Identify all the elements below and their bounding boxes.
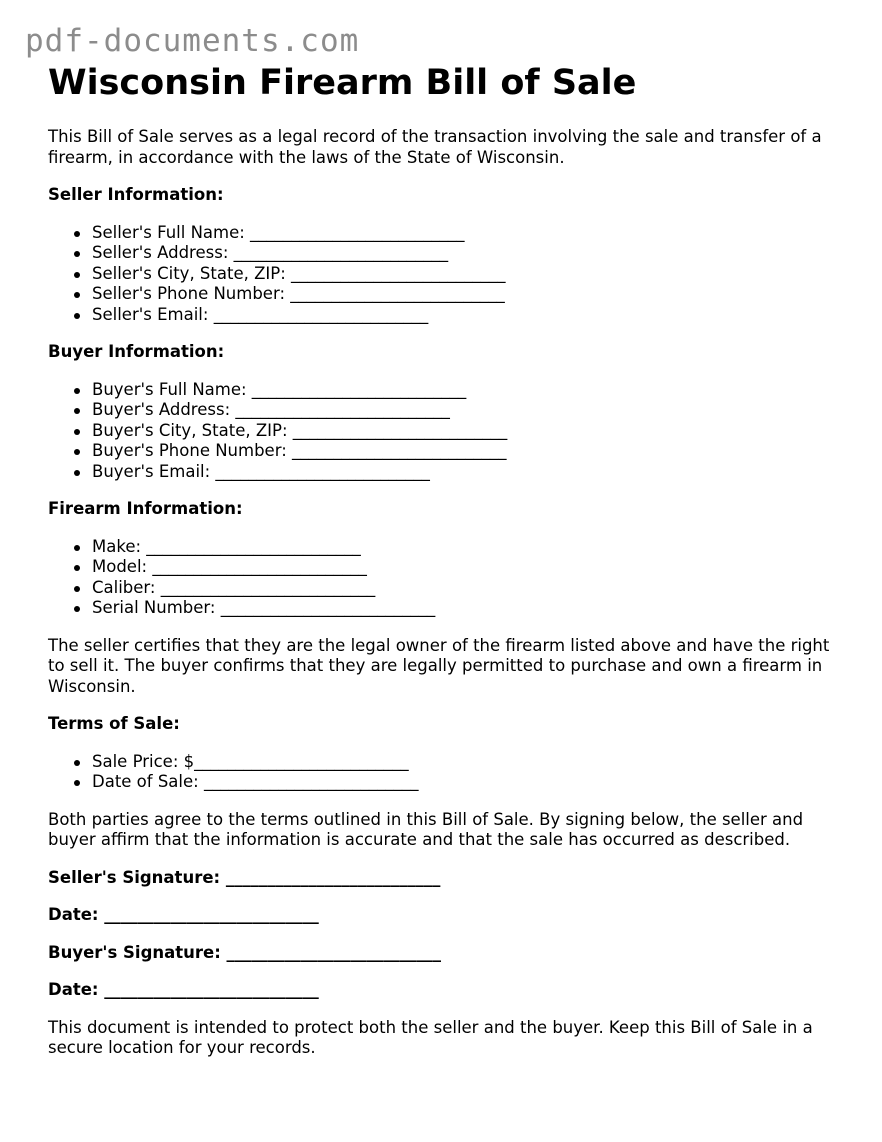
closing-paragraph: This document is intended to protect both the seller and the buyer. Keep this Bill of Sale in a secure location for your records.: [48, 1017, 813, 1057]
certification-paragraph: The seller certifies that they are the legal owner of the firearm listed above and have the right to sell it. The buyer confirms that they are legally permitted to purchase and own a firearm in Wisconsin.: [48, 635, 830, 696]
buyer-email-field: Buyer's Email: __________________________: [92, 462, 848, 483]
sale-price-field: Sale Price: $__________________________: [92, 752, 848, 773]
firearm-model-field: Model: __________________________: [92, 557, 848, 578]
firearm-caliber-field: Caliber: __________________________: [92, 578, 848, 599]
buyer-section-heading: Buyer Information:: [48, 342, 225, 361]
buyer-field-list: [48, 380, 848, 483]
agreement-paragraph: Both parties agree to the terms outlined in this Bill of Sale. By signing below, the seller and buyer affirm that the information is accurate and that the sale has occurred as described.: [48, 809, 804, 849]
buyer-full-name-field: Buyer's Full Name: __________________________: [92, 380, 848, 401]
terms-field-list: [48, 752, 848, 793]
seller-date-line: Date: __________________________: [48, 905, 319, 924]
firearm-section-heading: Firearm Information:: [48, 499, 243, 518]
page-title: Wisconsin Firearm Bill of Sale: [48, 63, 637, 103]
seller-address-field: Seller's Address: __________________________: [92, 243, 848, 264]
terms-section-heading: Terms of Sale:: [48, 714, 180, 733]
watermark: pdf-documents.com: [25, 23, 360, 59]
seller-section-heading: Seller Information:: [48, 185, 224, 204]
buyer-date-line: Date: __________________________: [48, 980, 319, 999]
buyer-address-field: Buyer's Address: __________________________: [92, 400, 848, 421]
buyer-phone-field: Buyer's Phone Number: __________________________: [92, 441, 848, 462]
firearm-field-list: [48, 537, 848, 619]
intro-paragraph: This Bill of Sale serves as a legal record of the transaction involving the sale and transfer of a firearm, in accordance with the laws of the State of Wisconsin.: [48, 127, 822, 167]
seller-city-state-zip-field: Seller's City, State, ZIP: __________________________: [92, 264, 848, 285]
seller-signature-line: Seller's Signature: __________________________: [48, 867, 441, 887]
seller-full-name-field: Seller's Full Name: __________________________: [92, 223, 848, 244]
document-body: [48, 62, 848, 1059]
seller-email-field: Seller's Email: __________________________: [92, 305, 848, 326]
firearm-make-field: Make: __________________________: [92, 537, 848, 558]
seller-phone-field: Seller's Phone Number: __________________________: [92, 284, 848, 305]
sale-date-field: Date of Sale: __________________________: [92, 772, 848, 793]
buyer-signature-line: Buyer's Signature: __________________________: [48, 942, 442, 962]
seller-field-list: [48, 223, 848, 326]
firearm-serial-number-field: Serial Number: __________________________: [92, 598, 848, 619]
buyer-city-state-zip-field: Buyer's City, State, ZIP: __________________________: [92, 421, 848, 442]
